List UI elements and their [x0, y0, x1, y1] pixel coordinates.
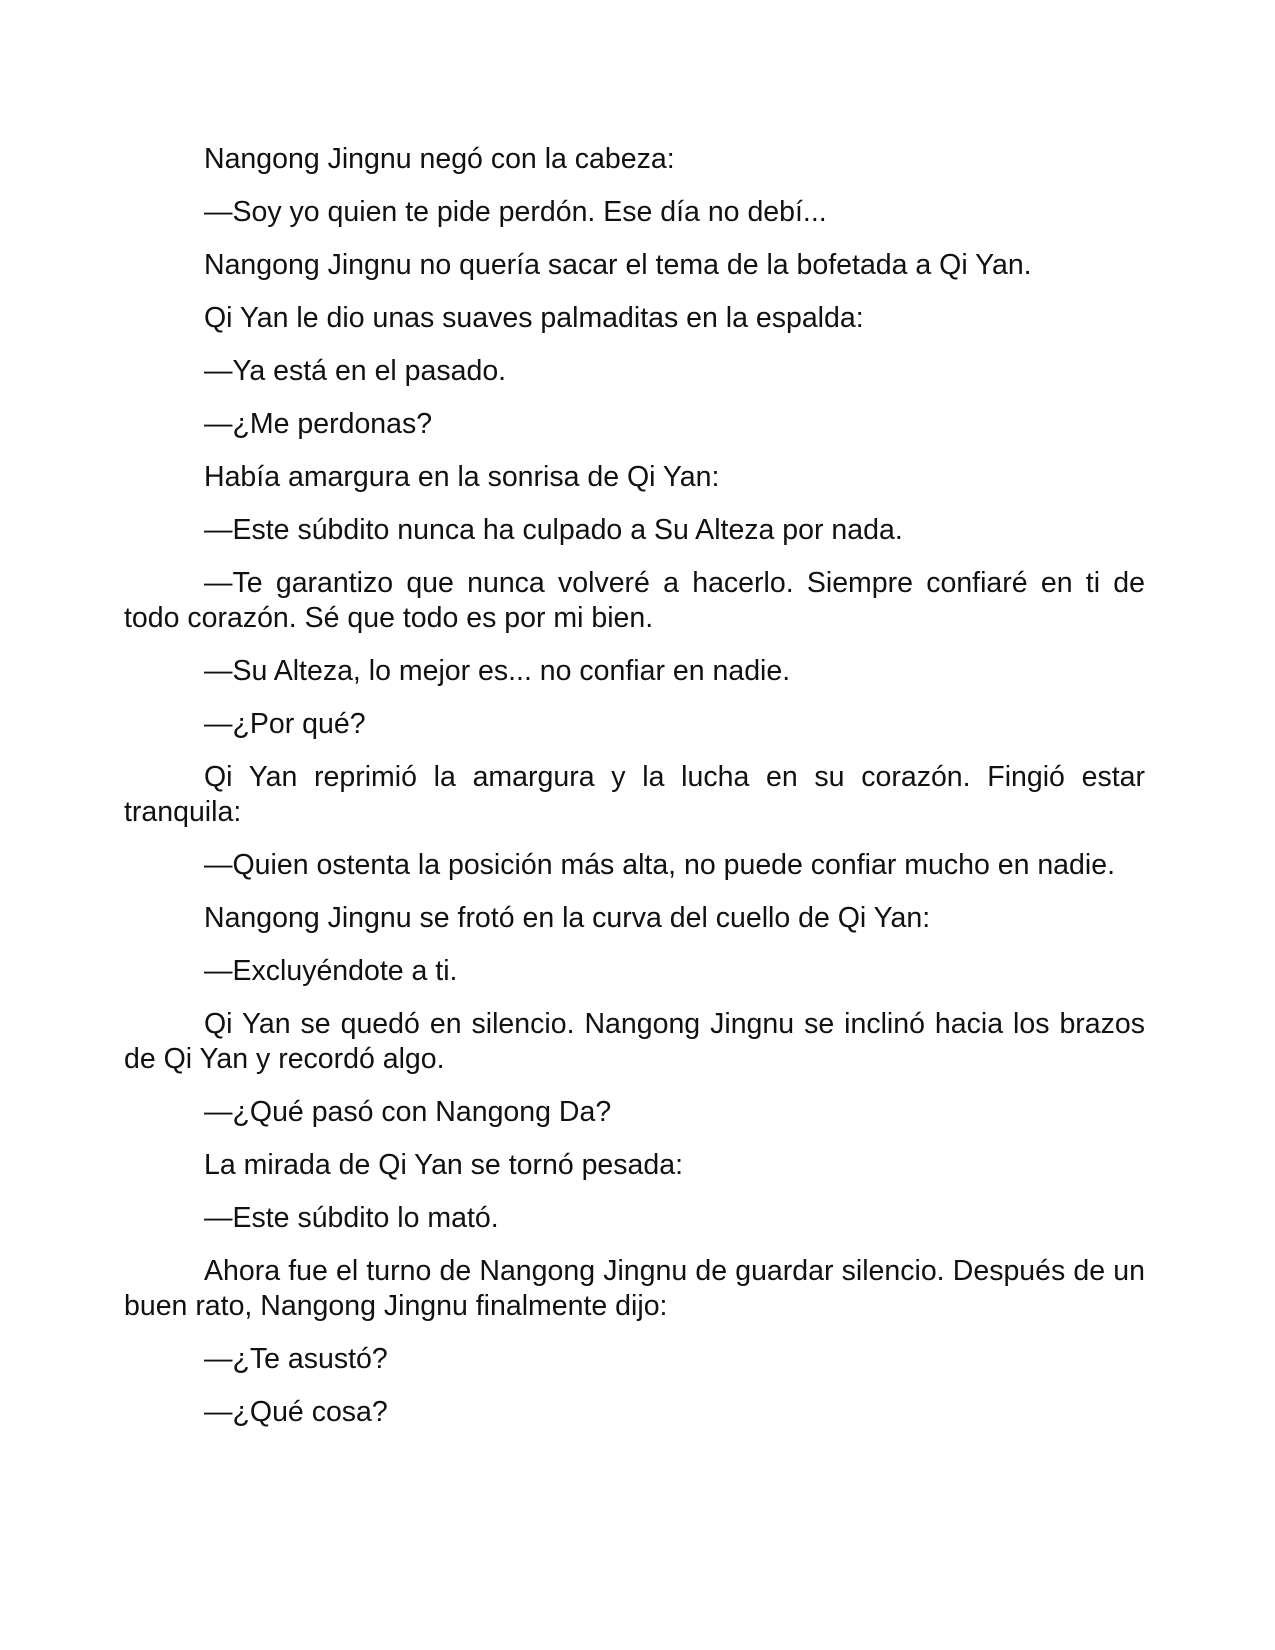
paragraph: La mirada de Qi Yan se tornó pesada:: [204, 1149, 684, 1181]
body-text: [124, 142, 1145, 1448]
paragraph: —¿Qué cosa?: [204, 1396, 388, 1428]
paragraph: Había amargura en la sonrisa de Qi Yan:: [204, 461, 720, 493]
paragraph: —¿Me perdonas?: [204, 408, 433, 440]
paragraph: Ahora fue el turno de Nangong Jingnu de guardar silencio. Después de un buen rato, Nangong Jingnu finalmente dijo:: [124, 1255, 1145, 1322]
paragraph: —¿Te asustó?: [204, 1343, 388, 1375]
paragraph: Nangong Jingnu negó con la cabeza:: [204, 143, 675, 175]
paragraph: Qi Yan se quedó en silencio. Nangong Jingnu se inclinó hacia los brazos de Qi Yan y recordó algo.: [124, 1008, 1145, 1075]
paragraph: —Este súbdito lo mató.: [204, 1202, 499, 1234]
paragraph: —Su Alteza, lo mejor es... no confiar en nadie.: [204, 655, 791, 687]
paragraph: —Te garantizo que nunca volveré a hacerlo. Siempre confiaré en ti de todo corazón. Sé que todo es por mi bien.: [124, 567, 1145, 634]
paragraph: —Este súbdito nunca ha culpado a Su Alteza por nada.: [204, 514, 903, 546]
paragraph: Qi Yan reprimió la amargura y la lucha en su corazón. Fingió estar tranquila:: [124, 761, 1145, 828]
paragraph: Nangong Jingnu se frotó en la curva del cuello de Qi Yan:: [204, 902, 931, 934]
paragraph: —¿Por qué?: [204, 708, 366, 740]
paragraph: —Excluyéndote a ti.: [204, 955, 458, 987]
paragraph: —Ya está en el pasado.: [204, 355, 507, 387]
paragraph: Nangong Jingnu no quería sacar el tema de la bofetada a Qi Yan.: [204, 249, 1032, 281]
paragraph: Qi Yan le dio unas suaves palmaditas en la espalda:: [204, 302, 864, 334]
paragraph: —Soy yo quien te pide perdón. Ese día no debí...: [204, 196, 827, 228]
paragraph: —Quien ostenta la posición más alta, no puede confiar mucho en nadie.: [204, 849, 1115, 881]
paragraph: —¿Qué pasó con Nangong Da?: [204, 1096, 612, 1128]
